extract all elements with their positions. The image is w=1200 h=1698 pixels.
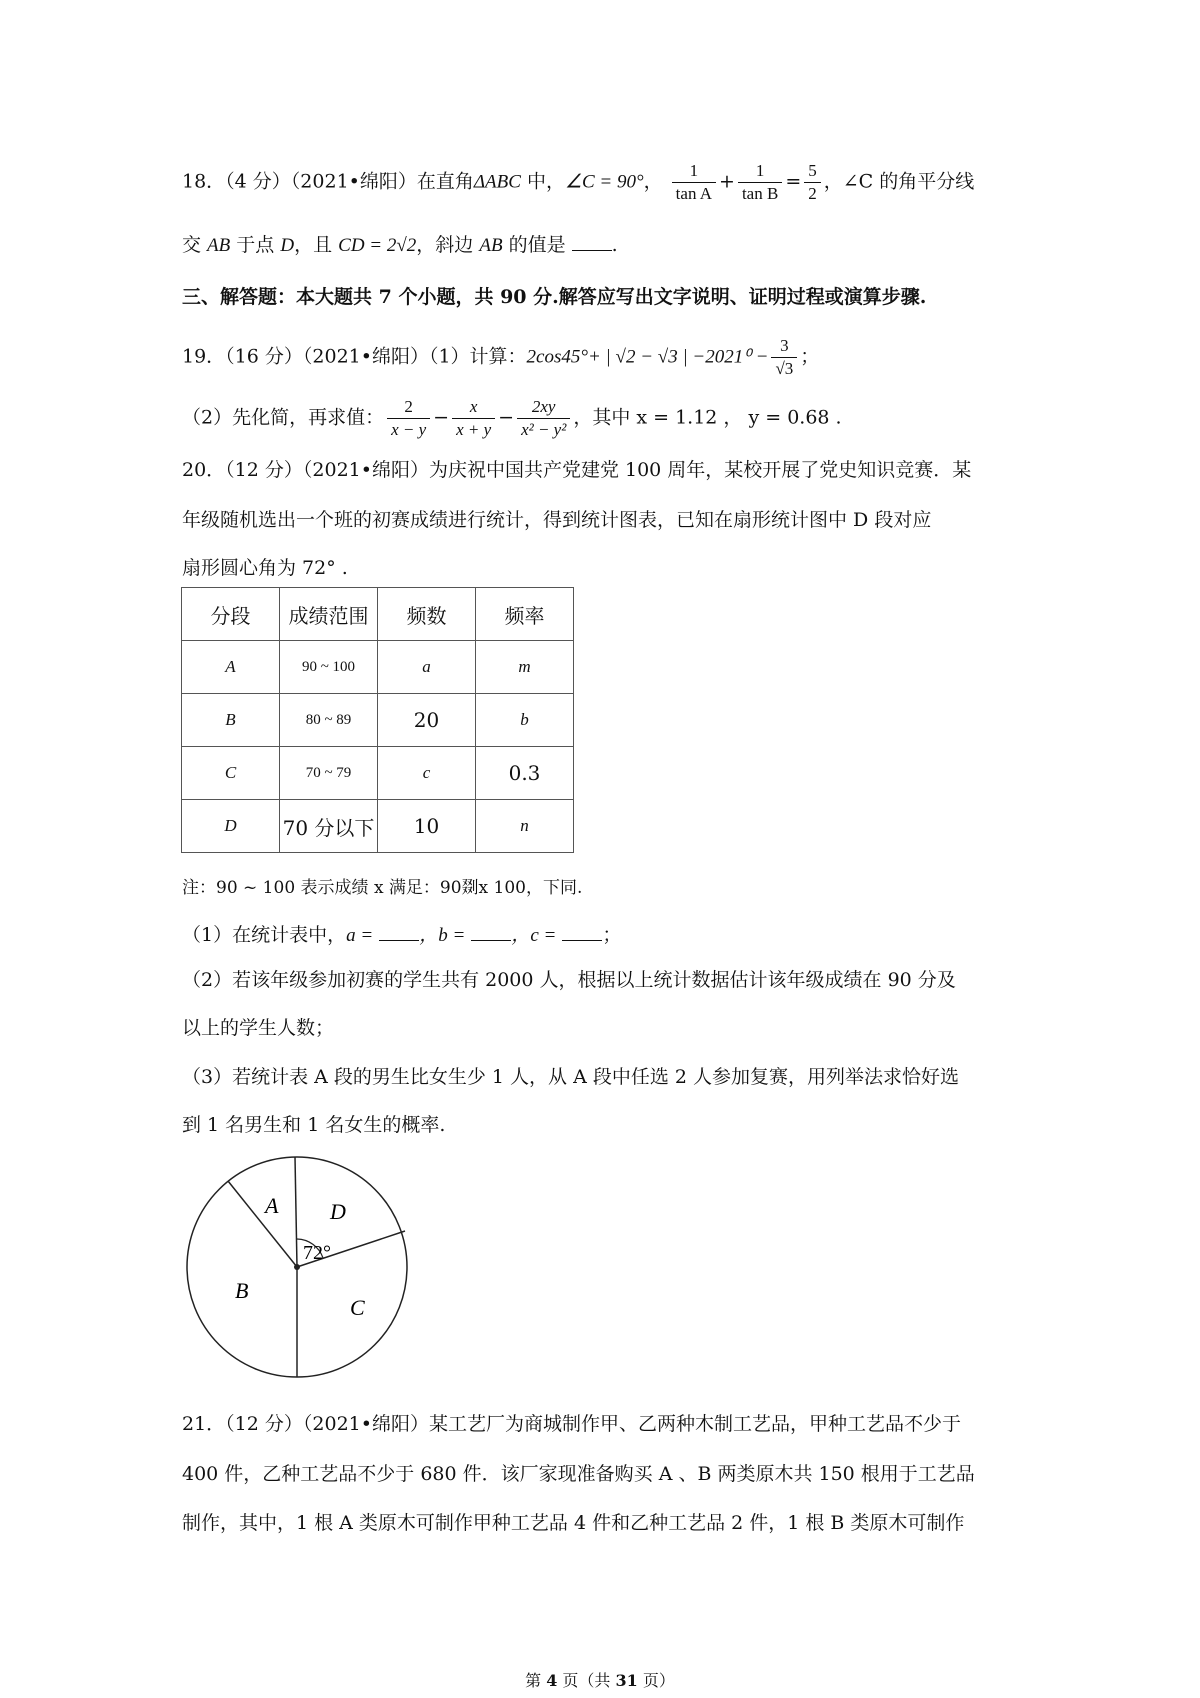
pie-divider [295,1157,297,1267]
total-pages: 31 [615,1671,638,1690]
q18-line1: 18．（4 分）（2021•绵阳）在直角ΔABC 中，∠C = 90°， $\frac{1}{\text{tan A}}$ + $\frac{1}{\text{tan B}}$ = $\frac{5}{2}$ ，∠C 的角平分线 [182,161,975,203]
table-cell: 10 [378,800,476,853]
q19-part2: （2）先化简，再求值： $\frac{2}{x - y}$ − $\frac{x}{x + y}$ − $\frac{2xy}{\text{x² − y²}}$ ，其中 x = 1.12 ， y = 0.68 . [182,397,842,439]
table-row [182,641,574,694]
table-cell: 70 分以下 [280,800,378,853]
q20-line2: 年级随机选出一个班的初赛成绩进行统计，得到统计图表，已知在扇形统计图中 D 段对应 [182,509,932,531]
table-row [182,694,574,747]
q20-line3: 扇形圆心角为 72° . [182,557,348,579]
table-cell: b [476,694,574,747]
table-cell: 70 ~ 79 [280,747,378,800]
fraction: $\frac{2}{x - y}$ [387,396,430,441]
q21-line3: 制作，其中，1 根 A 类原木可制作甲种工艺品 4 件和乙种工艺品 2 件，1 根 B 类原木可制作 [182,1512,965,1534]
table-header: 频率 [476,588,574,641]
answer-blank [572,232,612,251]
table-cell: 90 ~ 100 [280,641,378,694]
fraction: $\frac{1}{\text{tan B}}$ [738,160,782,205]
q21-line2: 400 件，乙种工艺品不少于 680 件．该厂家现准备购买 A 、B 两类原木共 150 根用于工艺品 [182,1463,975,1485]
answer-blank [379,922,419,941]
table-cell: 20 [378,694,476,747]
table-cell: a [378,641,476,694]
table-cell: 80 ~ 89 [280,694,378,747]
q18-line2: 交 AB 于点 D，且 CD = 2√2，斜边 AB 的值是 . [182,234,618,256]
table-header: 成绩范围 [280,588,378,641]
table-row [182,800,574,853]
q20-sub1: （1）在统计表中，a = ，b = ，c = ； [182,924,622,946]
pie-label-d: D [330,1199,346,1224]
q20-line1: 20．（12 分）（2021•绵阳）为庆祝中国共产党建党 100 周年，某校开展了党史知识竞赛．某 [182,459,972,481]
q20-sub2-line1: （2）若该年级参加初赛的学生共有 2000 人，根据以上统计数据估计该年级成绩在 90 分及 [182,969,956,991]
answer-blank [562,922,602,941]
pie-diagram [180,1155,420,1385]
table-cell: C [182,747,280,800]
q21-line1: 21．（12 分）（2021•绵阳）某工艺厂为商城制作甲、乙两种木制工艺品，甲种工艺品不少于 [182,1413,961,1435]
table-cell: D [182,800,280,853]
table-header-row [182,588,574,641]
pie-label-c: C [350,1295,365,1320]
section-heading: 三、解答题：本大题共 7 个小题，共 90 分.解答应写出文字说明、证明过程或演算步骤. [182,286,927,308]
q20-sub3-line2: 到 1 名男生和 1 名女生的概率. [182,1114,446,1136]
table-note: 注：90 ~ 100 表示成绩 x 满足：90剟x 100，下同. [182,878,583,898]
q20-sub3-line1: （3）若统计表 A 段的男生比女生少 1 人，从 A 段中任选 2 人参加复赛，用列举法求恰好选 [182,1066,960,1088]
table-cell: A [182,641,280,694]
fraction: $\frac{2xy}{\text{x² − y²}}$ [517,396,570,441]
table-row [182,747,574,800]
table-cell: 0.3 [476,747,574,800]
answer-blank [471,922,511,941]
q20-sub2-line2: 以上的学生人数； [182,1017,335,1039]
pie-label-a: A [265,1193,279,1218]
fraction: $\frac{1}{\text{tan A}}$ [672,160,716,205]
table-header: 分段 [182,588,280,641]
pie-label-b: B [235,1278,249,1303]
fraction: $\frac{3}{√3}$ [771,335,797,380]
table-cell: B [182,694,280,747]
fraction: $\frac{x}{x + y}$ [452,396,495,441]
pie-center [294,1264,300,1270]
fraction: $\frac{5}{2}$ [804,160,821,205]
table-cell: m [476,641,574,694]
table-header: 频数 [378,588,476,641]
pie-angle-label: 72° [303,1242,331,1264]
table-cell: c [378,747,476,800]
table-cell: n [476,800,574,853]
page-footer: 第 4 页（共 31 页） [525,1671,675,1690]
q19-part1: 19．（16 分）（2021•绵阳）（1）计算：2cos45°+ | √2 − √3 | −2021⁰ − $\frac{3}{√3}$ ； [182,336,820,378]
stats-table [181,587,574,853]
page-number: 4 [546,1671,558,1690]
pie-divider [228,1181,297,1267]
